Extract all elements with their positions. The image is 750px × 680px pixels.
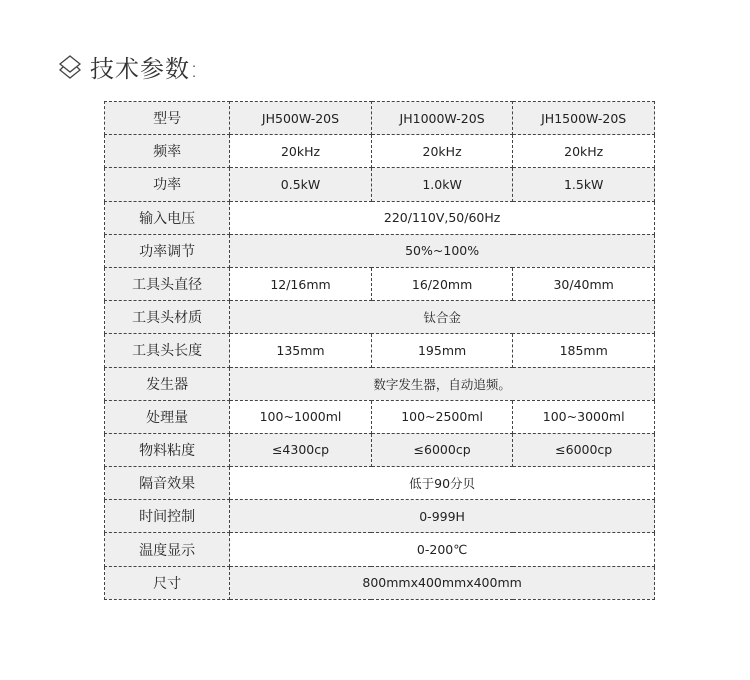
cell-value: JH1500W-20S — [513, 102, 655, 135]
cell-value: 195mm — [371, 334, 513, 367]
cell-value: 12/16mm — [230, 267, 372, 300]
cell-value-merged: 数字发生器，自动追频。 — [230, 367, 655, 400]
row-label: 发生器 — [105, 367, 230, 400]
row-label: 处理量 — [105, 400, 230, 433]
table-row — [105, 135, 655, 168]
cell-value: ≤6000cp — [513, 433, 655, 466]
table-row — [105, 267, 655, 300]
row-label: 频率 — [105, 135, 230, 168]
cell-value: 16/20mm — [371, 267, 513, 300]
table-row — [105, 433, 655, 466]
cell-value: JH500W-20S — [230, 102, 372, 135]
layers-icon — [56, 53, 84, 81]
table-row — [105, 168, 655, 201]
cell-value: 100~1000ml — [230, 400, 372, 433]
table-row — [105, 201, 655, 234]
cell-value: 100~2500ml — [371, 400, 513, 433]
table-row — [105, 102, 655, 135]
cell-value: ≤6000cp — [371, 433, 513, 466]
section-title — [56, 49, 199, 84]
cell-value-merged: 220/110V,50/60Hz — [230, 201, 655, 234]
row-label: 尺寸 — [105, 566, 230, 599]
cell-value: 185mm — [513, 334, 655, 367]
row-label: 隔音效果 — [105, 467, 230, 500]
table-row — [105, 301, 655, 334]
table-row — [105, 533, 655, 566]
cell-value-merged: 0-999H — [230, 500, 655, 533]
cell-value: 20kHz — [230, 135, 372, 168]
row-label: 功率 — [105, 168, 230, 201]
cell-value: 1.0kW — [371, 168, 513, 201]
table-row — [105, 334, 655, 367]
table-row — [105, 467, 655, 500]
table-row — [105, 566, 655, 599]
row-label: 输入电压 — [105, 201, 230, 234]
cell-value: 20kHz — [513, 135, 655, 168]
cell-value: ≤4300cp — [230, 433, 372, 466]
cell-value: 135mm — [230, 334, 372, 367]
row-label: 功率调节 — [105, 234, 230, 267]
cell-value-merged: 800mmx400mmx400mm — [230, 566, 655, 599]
cell-value-merged: 0-200℃ — [230, 533, 655, 566]
cell-value: 20kHz — [371, 135, 513, 168]
cell-value-merged: 50%~100% — [230, 234, 655, 267]
cell-value: 30/40mm — [513, 267, 655, 300]
row-label: 工具头材质 — [105, 301, 230, 334]
row-label: 工具头长度 — [105, 334, 230, 367]
cell-value: 0.5kW — [230, 168, 372, 201]
row-label: 型号 — [105, 102, 230, 135]
row-label: 物料粘度 — [105, 433, 230, 466]
table-row — [105, 500, 655, 533]
cell-value-merged: 钛合金 — [230, 301, 655, 334]
table-row — [105, 400, 655, 433]
section-title-text: 技术参数: — [90, 55, 200, 83]
cell-value: JH1000W-20S — [371, 102, 513, 135]
cell-value: 100~3000ml — [513, 400, 655, 433]
table-row — [105, 367, 655, 400]
cell-value-merged: 低于90分贝 — [230, 467, 655, 500]
spec-table — [104, 101, 655, 600]
row-label: 时间控制 — [105, 500, 230, 533]
row-label: 温度显示 — [105, 533, 230, 566]
table-row — [105, 234, 655, 267]
cell-value: 1.5kW — [513, 168, 655, 201]
row-label: 工具头直径 — [105, 267, 230, 300]
